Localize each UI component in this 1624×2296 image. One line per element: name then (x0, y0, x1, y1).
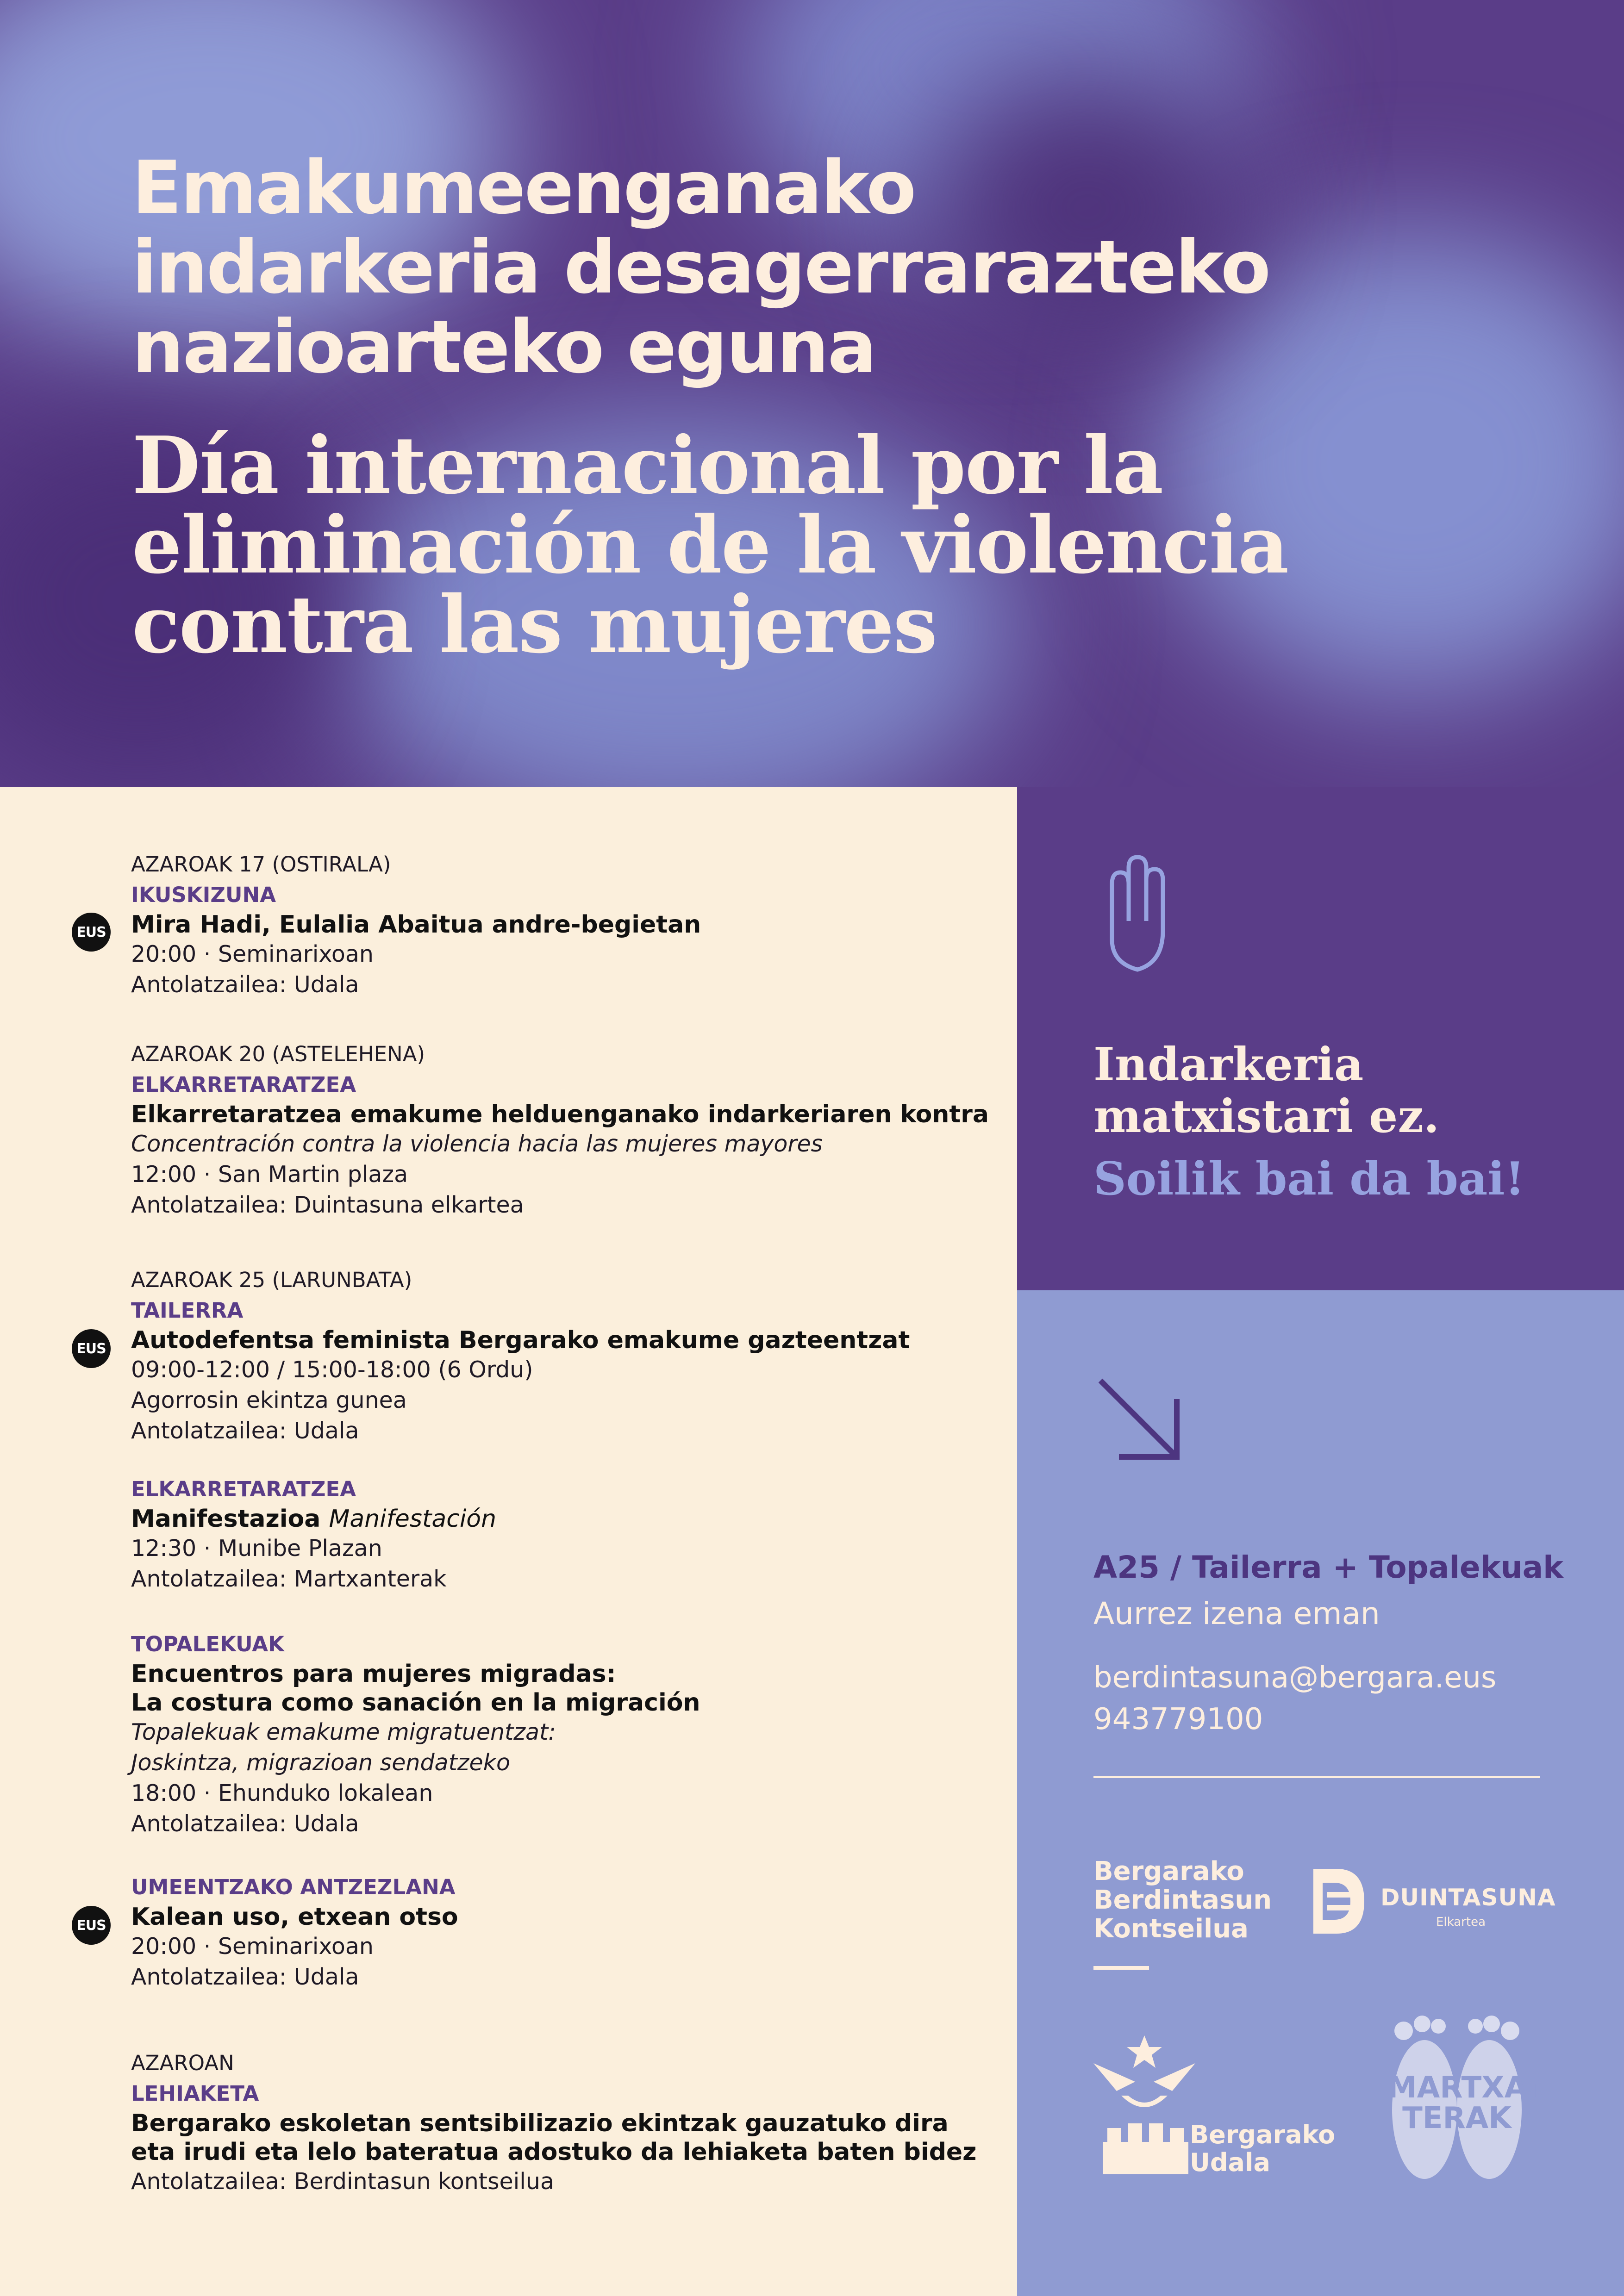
header-banner (0, 0, 1624, 787)
event-time: 12:00 · San Martin plaza (131, 1161, 408, 1188)
event-date: AZAROAN (131, 2051, 234, 2075)
info-panel (1017, 1290, 1624, 2296)
event-date: AZAROAK 25 (LARUNBATA) (131, 1268, 412, 1292)
logo-text-line: Bergarako (1093, 1856, 1244, 1886)
title-spanish-line: eliminación de la violencia (132, 499, 1288, 591)
event-category: TOPALEKUAK (131, 1632, 284, 1656)
event-item (131, 1629, 1001, 1839)
event-title: eta irudi eta lelo bateratua adostuko da lehiaketa baten bidez (131, 2138, 977, 2166)
logo-underline (1093, 1966, 1149, 1970)
eus-language-badge: EUS (72, 913, 111, 952)
event-date: AZAROAK 20 (ASTELEHENA) (131, 1042, 425, 1066)
title-basque-line: nazioarteko eguna (132, 305, 876, 390)
event-item (131, 1872, 1001, 1992)
logo-text-line: TERAK (1402, 2101, 1512, 2135)
event-organizer: Antolatzailea: Udala (131, 1418, 359, 1444)
event-organizer: Antolatzailea: Martxanterak (131, 1566, 447, 1592)
logo-text-line: MARTXAN (1387, 2071, 1552, 2105)
logo-bergarako-udala (1190, 2121, 1335, 2177)
contact-email[interactable]: berdintasuna@bergara.eus (1093, 1661, 1497, 1695)
logo-duintasuna: DUINTASUNA (1380, 1884, 1556, 1911)
logo-text-line: Udala (1190, 2148, 1270, 2177)
logo-martxanterak (1387, 2071, 1552, 2135)
event-title-basque: Manifestazioa (131, 1505, 321, 1533)
event-title-spanish: Manifestación (329, 1505, 497, 1533)
logo-text-line: Kontseilua (1093, 1914, 1249, 1944)
arrow-down-right-icon (1093, 1374, 1186, 1466)
event-title: Autodefentsa feminista Bergarako emakume gazteentzat (131, 1326, 910, 1354)
title-basque-line: indarkeria desagerrarazteko (132, 225, 1270, 310)
event-category: ELKARRETARATZEA (131, 1477, 356, 1501)
event-time: 09:00-12:00 / 15:00-18:00 (6 Ordu) (131, 1356, 533, 1383)
event-category: ELKARRETARATZEA (131, 1072, 356, 1097)
logo-text-line: Bergarako (1190, 2120, 1336, 2149)
slogan-main (1093, 1039, 1439, 1143)
event-date: AZAROAK 17 (OSTIRALA) (131, 852, 391, 877)
events-list (0, 787, 1017, 2296)
event-subtitle: Joskintza, migrazioan sendatzeko (131, 1749, 511, 1776)
event-title: Kalean uso, etxean otso (131, 1903, 458, 1931)
event-item (131, 2048, 1001, 2197)
event-title: La costura como sanación en la migración (131, 1689, 700, 1717)
title-basque-line: Emakumeenganako (132, 145, 915, 230)
slogan-panel (1017, 787, 1624, 1290)
event-title (131, 1505, 1001, 1533)
event-category: IKUSKIZUNA (131, 883, 276, 907)
divider (1093, 1776, 1540, 1778)
event-item (131, 1039, 1001, 1220)
event-time: 20:00 · Seminarixoan (131, 1933, 374, 1960)
event-organizer: Antolatzailea: Udala (131, 971, 359, 998)
title-spanish (132, 419, 1521, 671)
slogan-highlight: Soilik bai da bai! (1093, 1152, 1525, 1206)
event-item (131, 1265, 1001, 1446)
slogan-line: Indarkeria (1093, 1038, 1364, 1091)
event-title-spanish: Concentración contra la violencia hacia las mujeres mayores (131, 1131, 823, 1157)
event-title: Bergarako eskoletan sentsibilizazio ekintzak gauzatuko dira (131, 2109, 949, 2137)
event-category: TAILERRA (131, 1298, 244, 1323)
slogan-line: matxistari ez. (1093, 1090, 1440, 1143)
event-category: UMEENTZAKO ANTZEZLANA (131, 1875, 456, 1899)
eus-language-badge: EUS (72, 1906, 111, 1945)
title-basque (132, 145, 1521, 390)
duintasuna-logo-icon (1309, 1864, 1369, 1938)
eus-language-badge: EUS (72, 1329, 111, 1368)
event-title: Encuentros para mujeres migradas: (131, 1660, 616, 1688)
event-time: 20:00 · Seminarixoan (131, 941, 374, 967)
event-category: LEHIAKETA (131, 2081, 259, 2106)
title-spanish-line: Día internacional por la (132, 419, 1163, 512)
logo-berdintasun-kontseilua (1093, 1857, 1272, 1943)
event-item (131, 849, 1001, 1000)
event-place: Agorrosin ekintza gunea (131, 1387, 407, 1413)
event-time: 12:30 · Munibe Plazan (131, 1535, 382, 1562)
event-title: Mira Hadi, Eulalia Abaitua andre-begietan (131, 911, 701, 939)
logo-text-line: Berdintasun (1093, 1885, 1272, 1915)
info-subheading: Aurrez izena eman (1093, 1596, 1380, 1631)
event-organizer: Antolatzailea: Berdintasun kontseilua (131, 2168, 554, 2195)
event-item (131, 1474, 1001, 1594)
title-spanish-line: contra las mujeres (132, 579, 937, 671)
bergara-udala-crest-icon (1084, 2031, 1205, 2179)
hand-stop-icon (1093, 852, 1181, 977)
contact-phone[interactable]: 943779100 (1093, 1702, 1263, 1736)
event-title: Elkarretaratzea emakume helduenganako indarkeriaren kontra (131, 1101, 989, 1128)
event-organizer: Antolatzailea: Udala (131, 1964, 359, 1990)
logo-duintasuna-sub: Elkartea (1436, 1915, 1486, 1929)
event-subtitle: Topalekuak emakume migratuentzat: (131, 1719, 556, 1745)
event-organizer: Antolatzailea: Udala (131, 1811, 359, 1837)
event-organizer: Antolatzailea: Duintasuna elkartea (131, 1192, 524, 1218)
info-heading: A25 / Tailerra + Topalekuak (1093, 1549, 1564, 1585)
event-time: 18:00 · Ehunduko lokalean (131, 1780, 433, 1806)
